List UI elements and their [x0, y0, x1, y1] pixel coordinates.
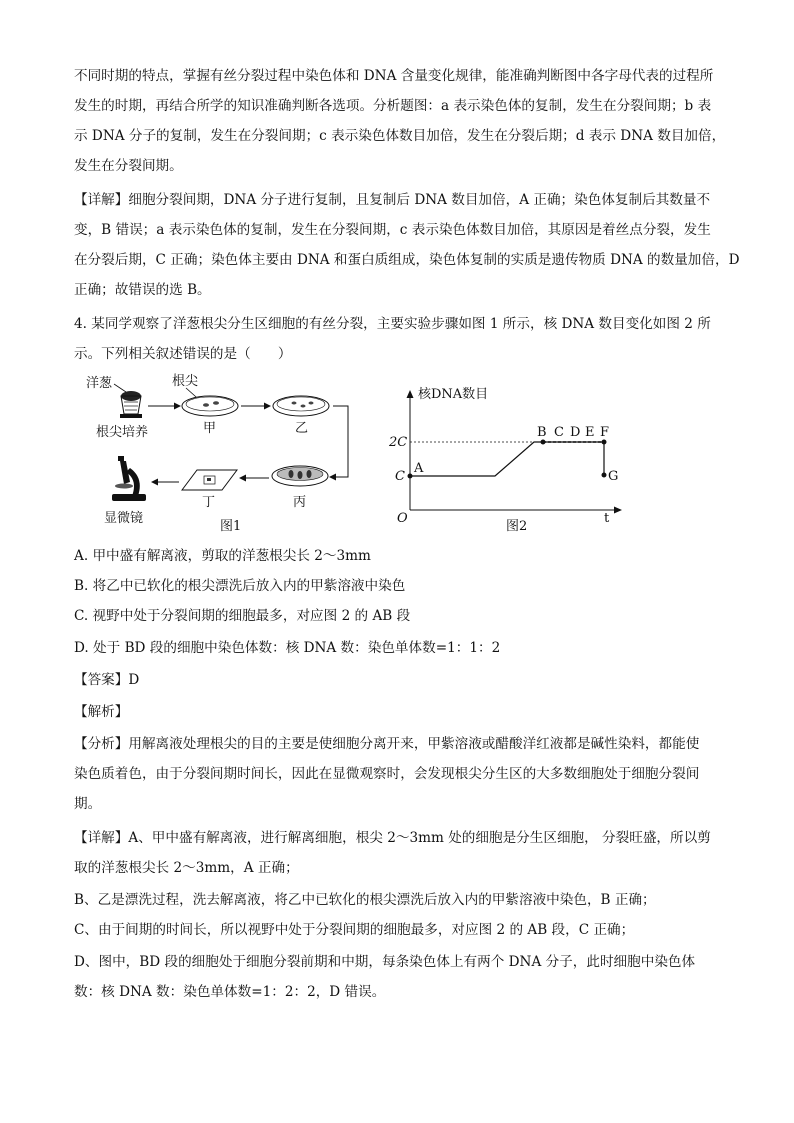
point-label-a: A	[414, 461, 424, 476]
point-label-b: B	[537, 425, 547, 440]
label-root-tip: 根尖	[172, 374, 199, 389]
label-ding: 丁	[202, 495, 216, 510]
option-a: A. 甲中盛有解离液，剪取的洋葱根尖长 2～3mm	[74, 548, 371, 564]
point-label-d: D	[570, 425, 581, 440]
x-axis-label: t	[604, 511, 610, 526]
text-line: 【详解】细胞分裂间期，DNA 分子进行复制，且复制后 DNA 数目加倍，A 正确；染色体复制后其数量不	[74, 192, 711, 208]
label-yi: 乙	[295, 421, 309, 436]
label-jia: 甲	[203, 421, 217, 436]
text-line: 变，B 错误；a 表示染色体的复制，发生在分裂间期，c 表示染色体数目加倍，其原因是着丝点分裂，发生	[74, 222, 711, 238]
figure-1-caption: 图1	[220, 519, 242, 534]
point-g	[602, 473, 607, 478]
question-stem: 4. 某同学观察了洋葱根尖分生区细胞的有丝分裂，主要实验步骤如图 1 所示，核 DNA 数目变化如图 2 所	[74, 316, 711, 332]
analysis-line: B、乙是漂洗过程，洗去解离液，将乙中已软化的根尖漂洗后放入内的甲紫溶液中染色，B 正确；	[74, 892, 656, 908]
figure-1	[86, 373, 348, 534]
label-culture: 根尖培养	[96, 425, 149, 440]
analysis-line: D、图中，BD 段的细胞处于细胞分裂前期和中期，每条染色体上有两个 DNA 分子，此时细胞中染色体	[74, 954, 696, 970]
analysis-line: 取的洋葱根尖长 2～3mm，A 正确；	[74, 860, 299, 876]
analysis-line: 【详解】A、甲中盛有解离液，进行解离细胞，根尖 2～3mm 处的细胞是分生区细胞， 分裂旺盛，所以剪	[74, 830, 711, 846]
microscope-icon	[112, 456, 146, 501]
analysis-line: 【分析】用解离液处理根尖的目的主要是使细胞分离开来，甲紫溶液或醋酸洋红液都是碱性染料，都能使	[74, 736, 700, 752]
point-label-g: G	[608, 469, 619, 484]
figure-svg	[86, 372, 646, 542]
text-line: 发生的时期，再结合所学的知识准确判断各选项。分析题图：a 表示染色体的复制，发生在分裂间期；b 表	[74, 98, 712, 114]
point-b	[541, 440, 546, 445]
dish-yi-icon	[273, 396, 329, 416]
onion-jar-icon	[120, 391, 142, 418]
text-line: 在分裂后期，C 正确；染色体主要由 DNA 和蛋白质组成，染色体复制的实质是遗传物质 DNA 的数量加倍，D	[74, 252, 740, 268]
analysis-heading: 【解析】	[74, 704, 129, 720]
figure-2	[388, 386, 622, 534]
analysis-line: 染色质着色，由于分裂间期时间长，因此在显微观察时，会发现根尖分生区的大多数细胞处于细胞分裂间	[74, 766, 700, 782]
text-line: 示 DNA 分子的复制，发生在分裂间期；c 表示染色体数目加倍，发生在分裂后期；d 表示 DNA 数目加倍，	[74, 128, 726, 144]
answer: 【答案】D	[74, 672, 140, 688]
y-tick-c: C	[395, 469, 405, 484]
figure-2-caption: 图2	[506, 519, 528, 534]
figures	[86, 372, 646, 542]
point-label-f: F	[600, 425, 610, 440]
dna-curve	[410, 442, 604, 476]
analysis-line: C、由于间期的时间长，所以视野中处于分裂间期的细胞最多，对应图 2 的 AB 段，C 正确；	[74, 922, 635, 938]
option-b: B. 将乙中已软化的根尖漂洗后放入内的甲紫溶液中染色	[74, 578, 406, 594]
y-axis-label: 核DNA数目	[418, 387, 489, 402]
analysis-line: 数：核 DNA 数：染色单体数=1：2：2，D 错误。	[74, 984, 386, 1000]
text-line: 发生在分裂间期。	[74, 158, 183, 174]
option-d: D. 处于 BD 段的细胞中染色体数：核 DNA 数：染色单体数=1：1：2	[74, 640, 501, 656]
y-tick-2c: 2C	[389, 435, 408, 450]
text-line: 正确；故错误的选 B。	[74, 282, 211, 298]
label-onion: 洋葱	[86, 376, 113, 391]
slide-ding-icon	[182, 470, 237, 490]
question-stem: 示。下列相关叙述错误的是（ ）	[74, 346, 292, 362]
text-line: 不同时期的特点，掌握有丝分裂过程中染色体和 DNA 含量变化规律，能准确判断图中各字母代表的过程所	[74, 68, 714, 84]
origin-label: O	[397, 511, 408, 526]
point-a	[408, 474, 413, 479]
dish-bing-icon	[272, 466, 328, 486]
label-microscope: 显微镜	[104, 511, 144, 526]
label-bing: 丙	[293, 495, 307, 510]
analysis-line: 期。	[74, 796, 102, 812]
point-label-c: C	[554, 425, 564, 440]
point-f	[602, 440, 607, 445]
dish-jia-icon	[182, 396, 238, 416]
point-label-e: E	[585, 425, 595, 440]
option-c: C. 视野中处于分裂间期的细胞最多，对应图 2 的 AB 段	[74, 608, 411, 624]
